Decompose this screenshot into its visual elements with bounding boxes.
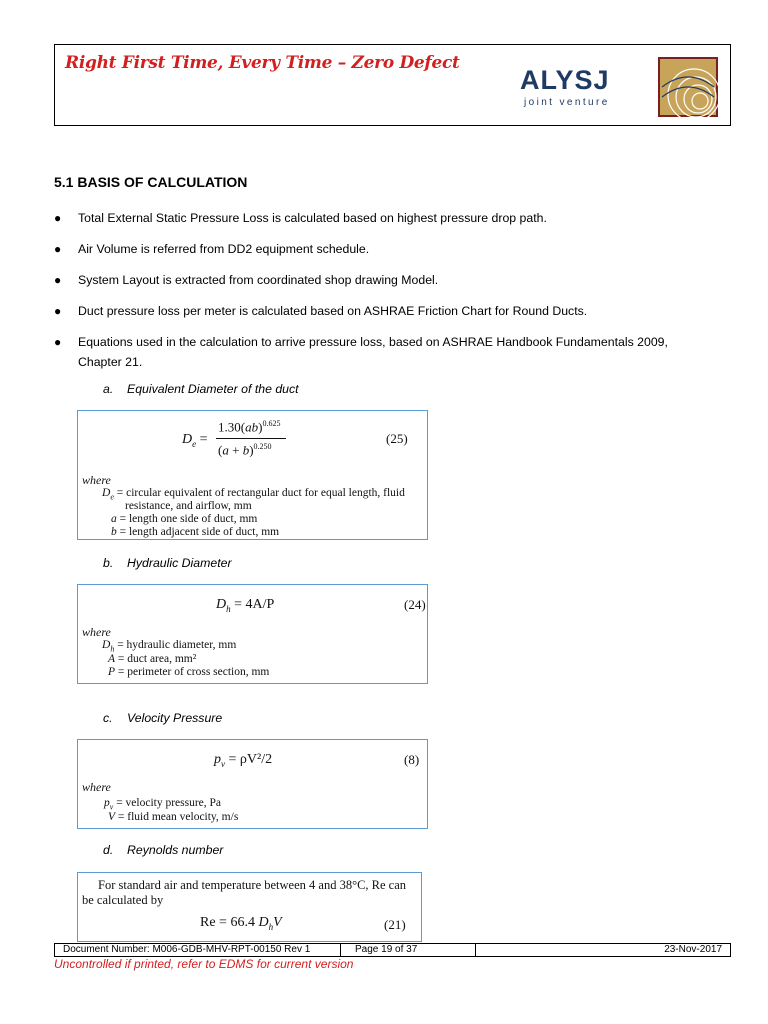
list-item: ● Duct pressure loss per meter is calculated based on ASHRAE Friction Chart for Round Ducts. (54, 301, 714, 321)
equation-box-velocity-pressure (77, 739, 428, 829)
cell-divider (340, 944, 341, 956)
definition-de: $D_e$ = circular equivalent of rectangular duct for equal length, fluid (102, 487, 405, 502)
uncontrolled-note: Uncontrolled if printed, refer to EDMS for current version (54, 957, 354, 971)
equation-number: (8) (404, 752, 420, 767)
document-number: Document Number: M006-GDB-MHV-RPT-00150 Rev 1 (63, 944, 311, 955)
equation-box-equivalent-diameter (77, 410, 428, 540)
where-label: where (82, 473, 111, 487)
subheading-equivalent-diameter: a. Equivalent Diameter of the duct (103, 382, 299, 396)
equation-de-numerator: 1.30(ab)$^{0.625}$ (218, 419, 281, 435)
subheading-velocity-pressure: c. Velocity Pressure (103, 711, 223, 725)
document-date: 23-Nov-2017 (664, 944, 722, 955)
definition-pv: $p_v$ = velocity pressure, Pa (104, 797, 222, 812)
definition-dh: $D_h$ = hydraulic diameter, mm (102, 639, 237, 654)
list-item: ● Equations used in the calculation to arrive pressure loss, based on ASHRAE Handbook Fundamentals 2009, Chapter 21. (54, 332, 714, 372)
definition-velocity: V = fluid mean velocity, m/s (108, 811, 239, 823)
list-item: ● Air Volume is referred from DD2 equipment schedule. (54, 239, 714, 259)
where-label: where (82, 780, 111, 794)
equation-box-reynolds-number (77, 872, 422, 942)
list-item: ● System Layout is extracted from coordinated shop drawing Model. (54, 270, 714, 290)
definition-b: b = length adjacent side of duct, mm (111, 526, 280, 538)
logo-name: ALYSJ (520, 65, 610, 95)
bullet-icon: ● (54, 335, 62, 349)
bullet-icon: ● (54, 304, 62, 318)
header-motto: Right First Time, Every Time – Zero Defect (65, 53, 460, 73)
equation-pv: $p_v = \rho V^2/2$ (214, 752, 273, 769)
definition-a: a = length one side of duct, mm (111, 513, 258, 525)
bullet-icon: ● (54, 211, 62, 225)
equation-box-hydraulic-diameter (77, 584, 428, 684)
reynolds-intro: For standard air and temperature between 4 and 38°C, Re can be calculated by (82, 878, 407, 907)
bullet-list (54, 208, 714, 383)
definition-area: A = duct area, mm² (108, 653, 197, 665)
definition-perimeter: P = perimeter of cross section, mm (108, 666, 270, 678)
subheading-reynolds-number: d. Reynolds number (103, 843, 224, 857)
bullet-icon: ● (54, 273, 62, 287)
fraction-bar (216, 438, 286, 439)
logo-subtitle: joint venture (524, 97, 610, 108)
equation-de-lhs: $D_e$ = (182, 432, 208, 449)
equation-number: (25) (386, 431, 408, 446)
bullet-icon: ● (54, 242, 62, 256)
where-label: where (82, 625, 111, 639)
equation-dh: $D_h = 4A/P$ (216, 597, 275, 614)
alysj-logo-icon (658, 57, 718, 117)
equation-number: (24) (404, 597, 426, 612)
company-logo (518, 57, 718, 117)
footer-table (54, 943, 731, 957)
page-number: Page 19 of 37 (355, 944, 418, 955)
equation-re: Re = 66.4 $D_hV$ (200, 915, 282, 932)
list-item: ● Total External Static Pressure Loss is calculated based on highest pressure drop path. (54, 208, 714, 228)
subheading-hydraulic-diameter: b. Hydraulic Diameter (103, 556, 232, 570)
cell-divider (475, 944, 476, 956)
equation-number: (21) (384, 917, 406, 932)
equation-de-denominator: $(a + b)^{0.250}$ (218, 442, 272, 458)
definition-de-cont: resistance, and airflow, mm (125, 500, 252, 512)
page-header (54, 44, 731, 126)
section-title: 5.1 BASIS OF CALCULATION (54, 174, 248, 190)
